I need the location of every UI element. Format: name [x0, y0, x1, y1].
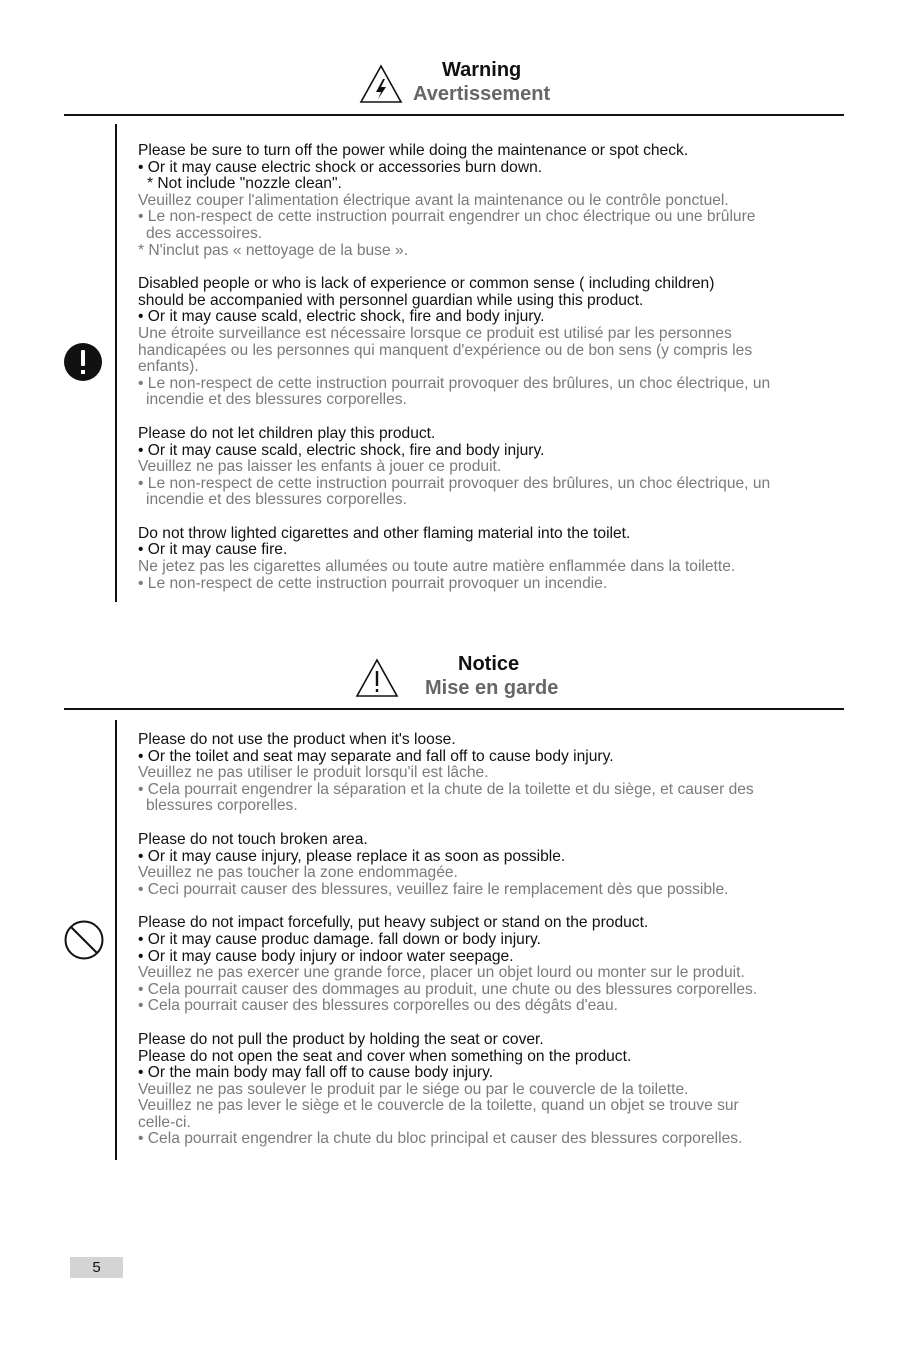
notice-side-bar: [115, 720, 117, 1160]
warning-title: Warning: [442, 59, 522, 81]
french-text-line: • Le non-respect de cette instruction pourrait provoquer un incendie.: [138, 574, 608, 592]
english-text-line: Please do not touch broken area.: [138, 830, 368, 848]
warning-item: [138, 426, 858, 509]
notice-body: [138, 732, 858, 1148]
french-text-line: Veuillez ne pas laisser les enfants à jouer ce produit.: [138, 458, 502, 476]
french-text-line: • Le non-respect de cette instruction pourrait engendrer un choc électrique ou une brûlure: [138, 208, 756, 226]
french-text-line: • Le non-respect de cette instruction pourrait provoquer des brûlures, un choc électrique, un: [138, 474, 771, 492]
french-text-line: • Cela pourrait engendrer la chute du bloc principal et causer des blessures corporelles.: [138, 1130, 743, 1148]
french-text-line: Veuillez couper l'alimentation électrique avant la maintenance ou le contrôle ponctuel.: [138, 191, 729, 209]
notice-subtitle: Mise en garde: [425, 677, 559, 699]
paragraph-gap: [138, 815, 858, 832]
prohibited-icon: [63, 919, 105, 961]
english-text-line: should be accompanied with personnel guardian while using this product.: [138, 291, 644, 309]
english-text-line: Please be sure to turn off the power while doing the maintenance or spot check.: [138, 142, 689, 159]
warning-divider: [64, 114, 844, 116]
paragraph-gap: [138, 409, 858, 426]
paragraph-gap: [138, 259, 858, 276]
english-text-line: Please do not pull the product by holding the seat or cover.: [138, 1030, 544, 1048]
french-text-line: • Cela pourrait causer des dommages au produit, une chute ou des blessures corporelles.: [138, 980, 758, 998]
warning-item: [138, 276, 858, 409]
french-text-line: blessures corporelles.: [146, 797, 298, 815]
english-text-line: • Or it may cause electric shock or accessories burn down.: [138, 158, 543, 176]
english-text-line: • Or the main body may fall off to cause body injury.: [138, 1064, 494, 1082]
english-text-line: Please do not open the seat and cover when something on the product.: [138, 1047, 632, 1065]
french-text-line: Veuillez ne pas soulever le produit par le siége ou par le couvercle de la toilette.: [138, 1080, 689, 1098]
french-text-line: Une étroite surveillance est nécessaire lorsque ce produit est utilisé par les personnes: [138, 324, 732, 342]
notice-item: [138, 1032, 858, 1148]
french-text-line: • Ceci pourrait causer des blessures, veuillez faire le remplacement dès que possible.: [138, 880, 729, 898]
english-text-line: Disabled people or who is lack of experience or common sense ( including children): [138, 275, 715, 293]
english-text-line: Please do not use the product when it's loose.: [138, 731, 456, 748]
french-text-line: celle-ci.: [138, 1113, 191, 1131]
warning-side-bar: [115, 124, 117, 602]
french-text-line: • Le non-respect de cette instruction pourrait provoquer des brûlures, un choc électrique, un: [138, 374, 771, 392]
paragraph-gap: [138, 898, 858, 915]
notice-header: [0, 652, 908, 702]
french-text-line: Veuillez ne pas toucher la zone endommagée.: [138, 864, 458, 882]
notice-item: [138, 832, 858, 898]
french-text-line: handicapées ou les personnes qui manquent d'expérience ou de bon sens (y compris les: [138, 341, 753, 359]
english-text-line: • Or it may cause produc damage. fall down or body injury.: [138, 930, 542, 948]
warning-header: [0, 58, 908, 108]
french-text-line: * N'inclut pas « nettoyage de la buse ».: [138, 241, 408, 259]
warning-subtitle: Avertissement: [413, 83, 551, 105]
english-text-line: * Not include "nozzle clean".: [147, 175, 342, 193]
french-text-line: • Cela pourrait engendrer la séparation et la chute de la toilette et du siège, et causer des: [138, 780, 754, 798]
french-text-line: Veuillez ne pas utiliser le produit lorsqu'il est lâche.: [138, 764, 489, 782]
english-text-line: • Or it may cause body injury or indoor water seepage.: [138, 947, 514, 965]
paragraph-gap: [138, 1015, 858, 1032]
english-text-line: Please do not impact forcefully, put heavy subject or stand on the product.: [138, 914, 649, 932]
warning-item: [138, 526, 858, 592]
english-text-line: • Or the toilet and seat may separate and fall off to cause body injury.: [138, 747, 614, 765]
page-number: 5: [70, 1257, 123, 1278]
french-text-line: • Cela pourrait causer des blessures corporelles ou des dégâts d'eau.: [138, 997, 618, 1015]
high-voltage-warning-icon: [359, 64, 403, 104]
french-text-line: Veuillez ne pas exercer une grande force, placer un objet lourd ou monter sur le produit.: [138, 964, 745, 982]
warning-body: [138, 143, 858, 592]
french-text-line: des accessoires.: [146, 224, 263, 242]
english-text-line: Do not throw lighted cigarettes and other flaming material into the toilet.: [138, 524, 631, 542]
warning-item: [138, 143, 858, 259]
notice-item: [138, 915, 858, 1015]
english-text-line: • Or it may cause scald, electric shock, fire and body injury.: [138, 308, 545, 326]
french-text-line: enfants).: [138, 358, 199, 376]
french-text-line: incendie et des blessures corporelles.: [146, 491, 407, 509]
english-text-line: • Or it may cause injury, please replace it as soon as possible.: [138, 847, 566, 865]
french-text-line: incendie et des blessures corporelles.: [146, 391, 407, 409]
english-text-line: • Or it may cause fire.: [138, 541, 288, 559]
exclamation-mark-icon: [63, 342, 103, 382]
french-text-line: Ne jetez pas les cigarettes allumées ou toute autre matière enflammée dans la toilette.: [138, 558, 736, 576]
notice-item: [138, 732, 858, 815]
french-text-line: Veuillez ne pas lever le siège et le couvercle de la toilette, quand un objet se trouve sur: [138, 1097, 739, 1115]
notice-title: Notice: [458, 653, 520, 675]
english-text-line: • Or it may cause scald, electric shock, fire and body injury.: [138, 441, 545, 459]
english-text-line: Please do not let children play this product.: [138, 424, 436, 442]
caution-triangle-icon: [355, 658, 399, 698]
notice-divider: [64, 708, 844, 710]
paragraph-gap: [138, 509, 858, 526]
